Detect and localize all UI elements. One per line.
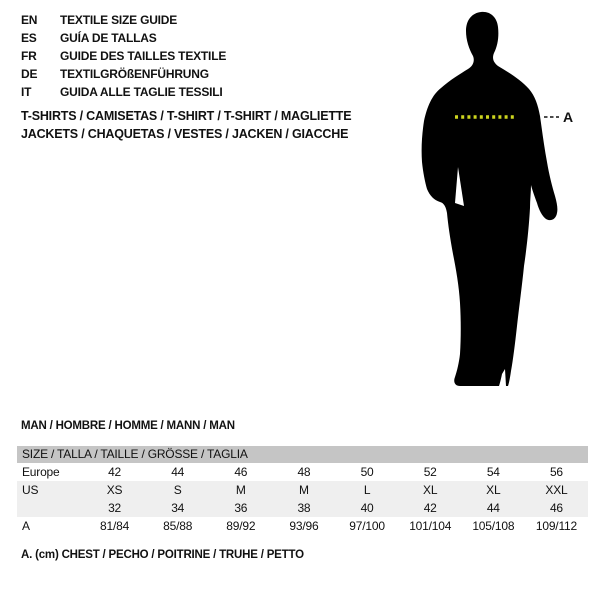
language-row: [21, 65, 226, 83]
size-table-cell: 48: [297, 465, 311, 479]
category-line-tshirts: T-SHIRTS / CAMISETAS / T-SHIRT / T-SHIRT / MAGLIETTE: [21, 109, 352, 123]
size-table-row-label: [17, 499, 83, 517]
size-table-cell: 44: [171, 465, 185, 479]
language-label: GUÍA DE TALLAS: [60, 31, 157, 45]
language-row: [21, 47, 226, 65]
language-code: EN: [21, 13, 38, 27]
size-table-cell: 32: [108, 501, 122, 515]
language-label: GUIDE DES TAILLES TEXTILE: [60, 49, 227, 63]
size-table-cell: M: [299, 483, 309, 497]
size-table-row-label: Europe: [22, 465, 60, 479]
size-table-cell: XL: [423, 483, 438, 497]
size-table-cell: XL: [486, 483, 501, 497]
size-table-cell: 81/84: [100, 519, 130, 533]
measurement-label-a: A: [563, 109, 574, 125]
size-table-row: [17, 499, 588, 517]
size-table-row-label: US: [22, 483, 39, 497]
language-code: DE: [21, 67, 38, 81]
size-table-cell: M: [235, 483, 246, 497]
size-table-cell: 38: [297, 501, 311, 515]
size-table-cell: 93/96: [289, 519, 319, 533]
size-table-cell: S: [173, 483, 182, 497]
size-table-cell: XXL: [545, 483, 568, 497]
size-table-cell: 46: [234, 465, 248, 479]
language-row: [21, 11, 226, 29]
size-table-row: [17, 517, 588, 535]
size-table-cell: 44: [486, 501, 500, 515]
language-label: TEXTILGRÖßENFÜHRUNG: [60, 67, 209, 81]
size-table-cell: XS: [106, 483, 123, 497]
size-table-header: SIZE / TALLA / TAILLE / GRÖSSE / TAGLIA: [17, 446, 588, 463]
size-table-cell: 85/88: [163, 519, 193, 533]
size-table-row: [17, 481, 588, 499]
language-code: FR: [21, 49, 37, 63]
size-table-cell: 42: [423, 501, 437, 515]
size-table-cell: 105/108: [472, 519, 515, 533]
size-table-cell: 97/100: [349, 519, 385, 533]
size-table-body: [17, 463, 588, 535]
measurement-footnote: A. (cm) CHEST / PECHO / POITRINE / TRUHE / PETTO: [21, 549, 304, 561]
language-label: GUIDA ALLE TAGLIE TESSILI: [60, 85, 223, 99]
man-silhouette-figure: [405, 0, 600, 400]
size-table-cell: 101/104: [409, 519, 452, 533]
size-table-cell: 40: [360, 501, 374, 515]
category-line-jackets: JACKETS / CHAQUETAS / VESTES / JACKEN / GIACCHE: [21, 127, 349, 141]
size-table-cell: 54: [486, 465, 500, 479]
language-code: IT: [21, 85, 32, 99]
size-table-cell: 56: [549, 465, 563, 479]
size-table-cell: L: [363, 483, 371, 497]
language-list: [21, 11, 226, 101]
size-table-cell: 42: [108, 465, 122, 479]
size-table-cell: 36: [234, 501, 248, 515]
language-row: [21, 83, 226, 101]
language-code: ES: [21, 31, 37, 45]
language-row: [21, 29, 226, 47]
man-silhouette-svg: [405, 0, 600, 400]
language-label: TEXTILE SIZE GUIDE: [60, 13, 178, 27]
size-table-row-label: A: [22, 519, 30, 533]
size-table-cell: 52: [423, 465, 437, 479]
size-table-row: [17, 463, 588, 481]
section-title: MAN / HOMBRE / HOMME / MANN / MAN: [21, 420, 235, 432]
size-table-cell: 34: [171, 501, 185, 515]
category-lines: [21, 107, 351, 143]
man-silhouette: [422, 12, 558, 386]
size-table: [17, 446, 588, 535]
size-table-cell: 46: [549, 501, 563, 515]
size-table-cell: 89/92: [226, 519, 256, 533]
size-table-cell: 50: [360, 465, 374, 479]
size-table-cell: 109/112: [535, 519, 577, 533]
